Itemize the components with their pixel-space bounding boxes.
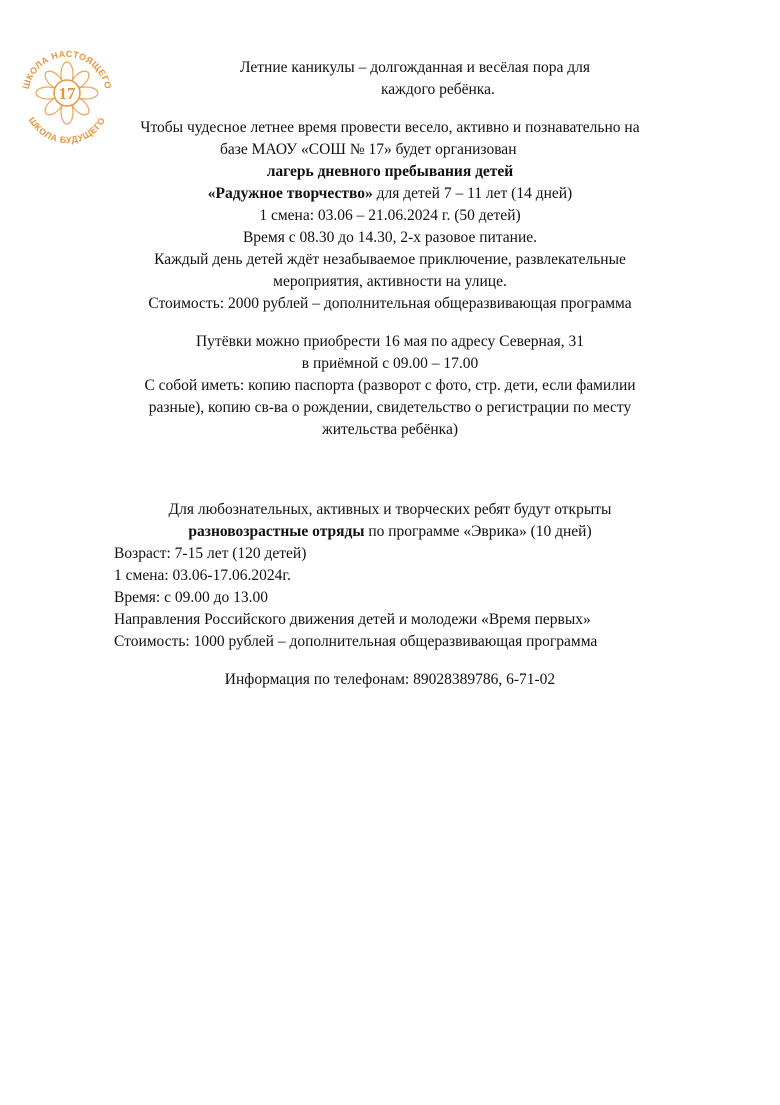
vouchers-line-1: Путёвки можно приобрести 16 мая по адресу Северная, 31 [195,333,584,350]
logo-top-text: ШКОЛА НАСТОЯЩЕГО [20,48,114,91]
squads-directions: Направления Российского движения детей и молодежи «Время первых» [114,611,591,628]
vouchers-docs-3: жительства ребёнка) [321,421,458,438]
squads-cost: Стоимость: 1000 рублей – дополнительная общеразвивающая программа [114,633,598,650]
logo-bottom-text: ШКОЛА БУДУЩЕГО [26,115,108,146]
squads-time: Время: с 09.00 до 13.00 [114,589,268,606]
camp-time: Время с 08.30 до 14.30, 2-х разовое питание. [242,229,538,246]
vouchers-docs-1: С собой иметь: копию паспорта (разворот с фото, стр. дети, если фамилии [144,377,636,394]
camp-line-2: базе МАОУ «СОШ № 17» будет организован [220,141,517,158]
intro-line-1: Летние каникулы – долгожданная и весёлая пора для [240,59,590,76]
camp-name-line [0,184,780,204]
camp-adventure-1: Каждый день детей ждёт незабываемое приключение, развлекательные [154,251,626,268]
vouchers-line-2: в приёмной с 09.00 – 17.00 [301,355,479,372]
camp-adventure-2: мероприятия, активности на улице. [273,273,507,290]
squads-rest: по программе «Эврика» (10 дней) [364,523,592,540]
contact-info: Информация по телефонам: 89028389786, 6-71-02 [224,671,556,688]
logo-number: 17 [58,84,76,103]
vouchers-docs-2: разные), копию св-ва о рождении, свидетельство о регистрации по месту [148,399,632,416]
squads-age: Возраст: 7-15 лет (120 детей) [114,545,307,562]
intro-line-2: каждого ребёнка. [381,81,495,98]
camp-cost: Стоимость: 2000 рублей – дополнительная общеразвивающая программа [148,295,632,312]
camp-shift: 1 смена: 03.06 – 21.06.2024 г. (50 детей) [259,207,521,224]
squads-line-2 [0,522,780,542]
camp-title: лагерь дневного пребывания детей [266,163,514,180]
camp-name-suffix: для детей 7 – 11 лет (14 дней) [372,185,573,202]
squads-shift: 1 смена: 03.06-17.06.2024г. [114,567,291,584]
squads-line-1: Для любознательных, активных и творческих ребят будут открыты [168,501,612,518]
squads-bold: разновозрастные отряды [188,523,365,540]
camp-line-1: Чтобы чудесное летнее время провести весело, активно и познавательно на [140,119,640,136]
camp-name: «Радужное творчество» [207,185,373,202]
